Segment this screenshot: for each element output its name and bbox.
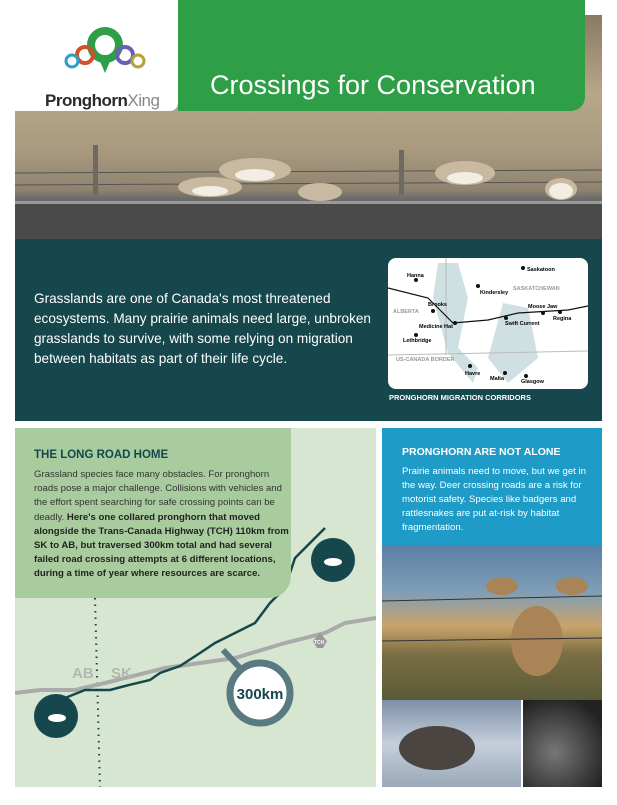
map-label: Lethbridge — [403, 338, 432, 344]
distance-label: 300km — [236, 686, 284, 703]
not-alone-section — [382, 428, 602, 546]
migration-map — [388, 258, 588, 389]
map-label: Swift Current — [505, 321, 540, 327]
intro-text: Grasslands are one of Canada's most threatened ecosystems. Many prairie animals need large, unbroken grasslands to survive, with some relying on migration between habitats as part of their life cycle. — [34, 291, 371, 366]
map-label: Saskatoon — [527, 267, 555, 273]
night-camera-photo — [523, 700, 602, 787]
map-label: Moose Jaw — [528, 304, 558, 310]
not-alone-heading: PRONGHORN ARE NOT ALONE — [402, 446, 561, 458]
map-label: Havre — [465, 371, 481, 377]
deer-photo — [382, 546, 602, 700]
map-label: Malta — [490, 376, 505, 382]
long-road-text-box — [15, 428, 291, 598]
map-caption: PRONGHORN MIGRATION CORRIDORS — [389, 393, 531, 402]
map-label: Regina — [553, 316, 572, 322]
map-label: US-CANADA BORDER — [396, 357, 455, 363]
map-label: ALBERTA — [393, 309, 419, 315]
map-label: Brooks — [428, 302, 447, 308]
badger-photo — [382, 700, 521, 787]
header-banner — [178, 0, 585, 111]
long-road-text: Grassland species face many obstacles. For pronghorn roads pose a major challenge. Collisions with vehicles and the effort spent searching for safe crossing points can be deadly. Here's one collared pronghorn that moved alongside the Trans-Canada Highway (TCH) 110km from SK to AB, but traversed 300km total and had several failed road crossing attempts at 6 different locations, during a time of year where resources are scarce. — [34, 469, 289, 580]
not-alone-text: Prairie animals need to move, but we get in the way. Deer crossing roads are a risk for motorist safety. Species like badgers and rattlesnakes are put at-risk by habitat fragmentation. — [402, 466, 586, 533]
brand-name: PronghornXing — [45, 91, 160, 110]
long-road-heading: THE LONG ROAD HOME — [34, 449, 169, 461]
page-title: Crossings for Conservation — [210, 70, 536, 100]
ab-label: AB — [72, 665, 94, 682]
map-label: SASKATCHEWAN — [513, 286, 560, 292]
sk-label: SK — [111, 665, 132, 682]
map-label: Kindersley — [480, 290, 509, 296]
map-label: Glasgow — [521, 379, 544, 385]
long-road-section — [15, 428, 376, 787]
intro-section — [15, 239, 602, 421]
map-label: Hanna — [407, 273, 424, 279]
logo-box — [15, 15, 178, 111]
map-label: Medicine Hat — [419, 324, 453, 330]
pronghornxing-logo-icon — [63, 23, 148, 81]
tch-label: TCH — [314, 640, 325, 646]
